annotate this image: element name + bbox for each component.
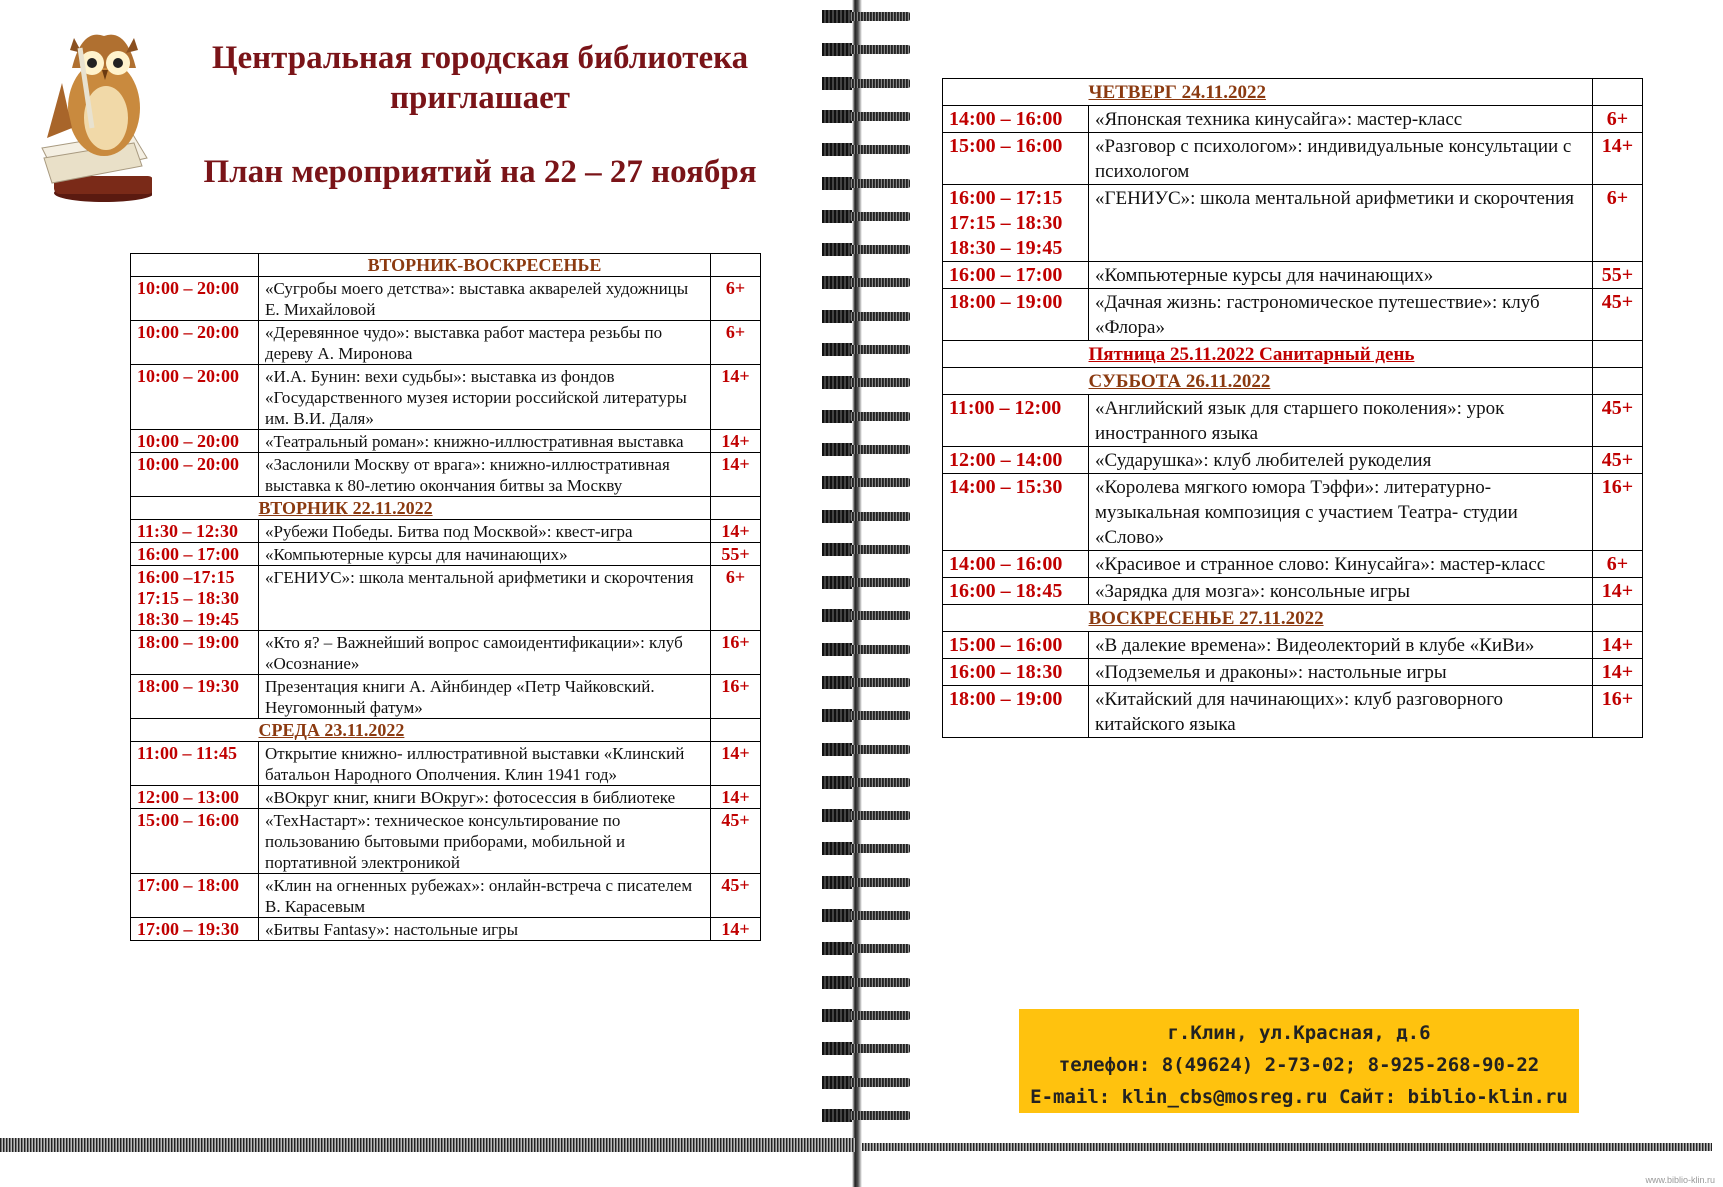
event-description: «Зарядка для мозга»: консольные игры bbox=[1089, 578, 1593, 605]
event-row bbox=[131, 742, 761, 786]
day-header-spacer bbox=[943, 368, 1089, 395]
age-rating: 16+ bbox=[1593, 474, 1643, 551]
binding-ring bbox=[822, 774, 892, 791]
event-time: 15:00 – 16:00 bbox=[943, 133, 1089, 185]
event-time: 10:00 – 20:00 bbox=[131, 430, 259, 453]
binding-ring bbox=[822, 341, 892, 358]
event-description: «Компьютерные курсы для начинающих» bbox=[259, 543, 711, 566]
event-time: 15:00 – 16:00 bbox=[131, 809, 259, 874]
binding-ring bbox=[822, 607, 892, 624]
age-rating: 45+ bbox=[711, 874, 761, 918]
event-row bbox=[943, 395, 1643, 447]
event-description: «Деревянное чудо»: выставка работ мастера резьбы по дереву А. Миронова bbox=[259, 321, 711, 365]
event-description: «Китайский для начинающих»: клуб разговорного китайского языка bbox=[1089, 686, 1593, 738]
plan-title: План мероприятий на 22 – 27 ноября bbox=[203, 154, 757, 190]
age-rating: 14+ bbox=[1593, 578, 1643, 605]
day-header-spacer bbox=[711, 497, 761, 520]
binding-ring bbox=[822, 974, 892, 991]
binding-ring bbox=[822, 141, 892, 158]
binding-ring bbox=[822, 840, 892, 857]
event-time: 11:00 – 11:45 bbox=[131, 742, 259, 786]
binding-ring bbox=[822, 940, 892, 957]
age-rating: 14+ bbox=[711, 742, 761, 786]
event-description: «Королева мягкого юмора Тэффи»: литературно-музыкальная композиция с участием Театра- студии «Слово» bbox=[1089, 474, 1593, 551]
contact-phone: телефон: 8(49624) 2-73-02; 8-925-268-90-22 bbox=[1058, 1054, 1540, 1076]
event-time: 14:00 – 15:30 bbox=[943, 474, 1089, 551]
binding-ring bbox=[822, 175, 892, 192]
day-header-spacer bbox=[943, 79, 1089, 106]
event-description: «Разговор с психологом»: индивидуальные консультации с психологом bbox=[1089, 133, 1593, 185]
age-rating: 55+ bbox=[711, 543, 761, 566]
day-header: СРЕДА 23.11.2022 bbox=[259, 719, 711, 742]
age-rating: 6+ bbox=[1593, 185, 1643, 262]
event-description: «И.А. Бунин: вехи судьбы»: выставка из фондов «Государственного музея истории российской литературы им. В.И. Даля» bbox=[259, 365, 711, 430]
binding-ring bbox=[822, 75, 892, 92]
event-row bbox=[943, 106, 1643, 133]
event-time: 14:00 – 16:00 bbox=[943, 551, 1089, 578]
event-time: 17:00 – 19:30 bbox=[131, 918, 259, 941]
event-time: 18:00 – 19:00 bbox=[943, 686, 1089, 738]
event-row bbox=[131, 365, 761, 430]
event-description: «Клин на огненных рубежах»: онлайн-встреча с писателем В. Карасевым bbox=[259, 874, 711, 918]
day-header: ВТОРНИК 22.11.2022 bbox=[259, 497, 711, 520]
event-row bbox=[131, 631, 761, 675]
event-description: «ТехНастарт»: техническое консультирование по пользованию бытовыми приборами, мобильной и портативной электроникой bbox=[259, 809, 711, 874]
event-row bbox=[131, 566, 761, 631]
age-rating: 14+ bbox=[711, 786, 761, 809]
event-row bbox=[131, 430, 761, 453]
age-rating: 14+ bbox=[711, 430, 761, 453]
day-header: ВОСКРЕСЕНЬЕ 27.11.2022 bbox=[1089, 605, 1593, 632]
age-rating: 45+ bbox=[1593, 447, 1643, 474]
event-row bbox=[943, 474, 1643, 551]
event-row bbox=[131, 453, 761, 497]
binding-ring bbox=[822, 474, 892, 491]
event-row bbox=[131, 321, 761, 365]
day-header-row bbox=[131, 719, 761, 742]
event-time: 12:00 – 13:00 bbox=[131, 786, 259, 809]
day-header-spacer bbox=[131, 719, 259, 742]
event-description: «Сударушка»: клуб любителей рукоделия bbox=[1089, 447, 1593, 474]
binding-ring bbox=[822, 541, 892, 558]
day-header-spacer bbox=[711, 254, 761, 277]
event-row bbox=[943, 262, 1643, 289]
binding-ring bbox=[822, 441, 892, 458]
event-description: «Дачная жизнь: гастрономическое путешествие»: клуб «Флора» bbox=[1089, 289, 1593, 341]
binding-ring bbox=[822, 1107, 892, 1124]
schedule-table-right bbox=[942, 78, 1643, 738]
binding-ring bbox=[822, 274, 892, 291]
age-rating: 45+ bbox=[1593, 395, 1643, 447]
day-header-spacer bbox=[1593, 605, 1643, 632]
event-description: «ГЕНИУС»: школа ментальной арифметики и скорочтения bbox=[1089, 185, 1593, 262]
binding-ring bbox=[822, 707, 892, 724]
event-description: «Кто я? – Важнейший вопрос самоидентификации»: клуб «Осознание» bbox=[259, 631, 711, 675]
event-row bbox=[131, 786, 761, 809]
event-row bbox=[943, 659, 1643, 686]
age-rating: 6+ bbox=[711, 277, 761, 321]
event-row bbox=[131, 874, 761, 918]
age-rating: 6+ bbox=[711, 321, 761, 365]
day-header-row bbox=[943, 605, 1643, 632]
event-time: 17:00 – 18:00 bbox=[131, 874, 259, 918]
event-description: «Подземелья и драконы»: настольные игры bbox=[1089, 659, 1593, 686]
day-header-spacer bbox=[943, 605, 1089, 632]
event-description: «Компьютерные курсы для начинающих» bbox=[1089, 262, 1593, 289]
event-time: 10:00 – 20:00 bbox=[131, 277, 259, 321]
age-rating: 6+ bbox=[1593, 106, 1643, 133]
binding-ring bbox=[822, 807, 892, 824]
event-time: 16:00 – 17:00 bbox=[131, 543, 259, 566]
event-time: 16:00 – 18:45 bbox=[943, 578, 1089, 605]
binding-ring bbox=[822, 8, 892, 25]
event-description: «Рубежи Победы. Битва под Москвой»: квест-игра bbox=[259, 520, 711, 543]
day-header-row bbox=[943, 79, 1643, 106]
event-row bbox=[943, 578, 1643, 605]
contact-address: г.Клин, ул.Красная, д.6 bbox=[1167, 1022, 1431, 1044]
contact-email-site: E-mail: klin_cbs@mosreg.ru Сайт: biblio-klin.ru bbox=[1030, 1086, 1568, 1108]
event-time: 16:00 – 18:30 bbox=[943, 659, 1089, 686]
event-description: «Английский язык для старшего поколения»: урок иностранного языка bbox=[1089, 395, 1593, 447]
day-header-row bbox=[131, 497, 761, 520]
binding-ring bbox=[822, 508, 892, 525]
day-header: СУББОТА 26.11.2022 bbox=[1089, 368, 1593, 395]
schedule-table-left bbox=[130, 253, 761, 941]
event-description: «Красивое и странное слово: Кинусайга»: мастер-класс bbox=[1089, 551, 1593, 578]
page-edge-right bbox=[862, 1143, 1712, 1151]
event-description: «Битвы Fantasy»: настольные игры bbox=[259, 918, 711, 941]
age-rating: 14+ bbox=[711, 918, 761, 941]
day-header-row bbox=[131, 254, 761, 277]
age-rating: 14+ bbox=[1593, 632, 1643, 659]
age-rating: 45+ bbox=[1593, 289, 1643, 341]
event-time: 16:00 – 17:00 bbox=[943, 262, 1089, 289]
age-rating: 6+ bbox=[711, 566, 761, 631]
event-time: 10:00 – 20:00 bbox=[131, 365, 259, 430]
day-header-spacer bbox=[1593, 79, 1643, 106]
day-header-spacer bbox=[1593, 368, 1643, 395]
age-rating: 14+ bbox=[711, 453, 761, 497]
age-rating: 14+ bbox=[711, 520, 761, 543]
day-header-row bbox=[943, 368, 1643, 395]
event-time: 11:30 – 12:30 bbox=[131, 520, 259, 543]
event-time: 10:00 – 20:00 bbox=[131, 321, 259, 365]
event-row bbox=[131, 543, 761, 566]
event-time: 12:00 – 14:00 bbox=[943, 447, 1089, 474]
binding-ring bbox=[822, 41, 892, 58]
event-row bbox=[131, 277, 761, 321]
event-row bbox=[131, 918, 761, 941]
event-row bbox=[131, 520, 761, 543]
event-time: 18:00 – 19:00 bbox=[943, 289, 1089, 341]
binding-ring bbox=[822, 108, 892, 125]
day-header-spacer bbox=[1593, 341, 1643, 368]
owl-illustration bbox=[22, 8, 152, 203]
event-description: «Заслонили Москву от врага»: книжно-иллюстративная выставка к 80-летию окончания битвы за Москву bbox=[259, 453, 711, 497]
day-header-row bbox=[943, 341, 1643, 368]
binding-ring bbox=[822, 308, 892, 325]
age-rating: 16+ bbox=[711, 631, 761, 675]
age-rating: 6+ bbox=[1593, 551, 1643, 578]
title-line-1: Центральная городская библиотека bbox=[211, 40, 749, 76]
event-row bbox=[943, 185, 1643, 262]
event-row bbox=[943, 551, 1643, 578]
binding-ring bbox=[822, 641, 892, 658]
day-header: Пятница 25.11.2022 Санитарный день bbox=[1089, 341, 1593, 368]
event-description: «В далекие времена»: Видеолекторий в клубе «КиВи» bbox=[1089, 632, 1593, 659]
event-description: «Японская техника кинусайга»: мастер-класс bbox=[1089, 106, 1593, 133]
binding-ring bbox=[822, 1074, 892, 1091]
age-rating: 16+ bbox=[1593, 686, 1643, 738]
event-row bbox=[943, 632, 1643, 659]
watermark: www.biblio-klin.ru bbox=[1645, 1175, 1715, 1185]
age-rating: 55+ bbox=[1593, 262, 1643, 289]
event-description: «Сугробы моего детства»: выставка акварелей художницы Е. Михайловой bbox=[259, 277, 711, 321]
day-header: ЧЕТВЕРГ 24.11.2022 bbox=[1089, 79, 1593, 106]
binding-ring bbox=[822, 374, 892, 391]
page-edge-left bbox=[0, 1138, 856, 1152]
event-time: 10:00 – 20:00 bbox=[131, 453, 259, 497]
event-time: 16:00 – 17:15 17:15 – 18:30 18:30 – 19:45 bbox=[943, 185, 1089, 262]
age-rating: 45+ bbox=[711, 809, 761, 874]
day-header: ВТОРНИК-ВОСКРЕСЕНЬЕ bbox=[259, 254, 711, 277]
binding-ring bbox=[822, 874, 892, 891]
binding-ring bbox=[822, 574, 892, 591]
contact-box bbox=[1019, 1009, 1579, 1113]
library-title bbox=[160, 38, 800, 118]
age-rating: 16+ bbox=[711, 675, 761, 719]
event-row bbox=[131, 675, 761, 719]
age-rating: 14+ bbox=[1593, 133, 1643, 185]
binding-ring bbox=[822, 1007, 892, 1024]
binding-ring bbox=[822, 208, 892, 225]
event-description: «Театральный роман»: книжно-иллюстративная выставка bbox=[259, 430, 711, 453]
title-line-2: приглашает bbox=[390, 80, 570, 116]
event-row bbox=[943, 447, 1643, 474]
event-description: Открытие книжно- иллюстративной выставки «Клинский батальон Народного Ополчения. Клин 1941 год» bbox=[259, 742, 711, 786]
binding-ring bbox=[822, 741, 892, 758]
day-header-spacer bbox=[131, 497, 259, 520]
event-time: 14:00 – 16:00 bbox=[943, 106, 1089, 133]
event-time: 18:00 – 19:00 bbox=[131, 631, 259, 675]
event-description: Презентация книги А. Айнбиндер «Петр Чайковский. Неугомонный фатум» bbox=[259, 675, 711, 719]
event-time: 11:00 – 12:00 bbox=[943, 395, 1089, 447]
event-row bbox=[943, 133, 1643, 185]
binding-ring bbox=[822, 241, 892, 258]
binding-ring bbox=[822, 674, 892, 691]
event-description: «ВОкруг книг, книги ВОкруг»: фотосессия в библиотеке bbox=[259, 786, 711, 809]
event-time: 18:00 – 19:30 bbox=[131, 675, 259, 719]
binding-ring bbox=[822, 1040, 892, 1057]
day-header-spacer bbox=[711, 719, 761, 742]
event-time: 16:00 –17:15 17:15 – 18:30 18:30 – 19:45 bbox=[131, 566, 259, 631]
event-row bbox=[943, 289, 1643, 341]
event-row bbox=[943, 686, 1643, 738]
event-time: 15:00 – 16:00 bbox=[943, 632, 1089, 659]
event-description: «ГЕНИУС»: школа ментальной арифметики и скорочтения bbox=[259, 566, 711, 631]
age-rating: 14+ bbox=[1593, 659, 1643, 686]
day-header-spacer bbox=[943, 341, 1089, 368]
day-header-spacer bbox=[131, 254, 259, 277]
age-rating: 14+ bbox=[711, 365, 761, 430]
binding-ring bbox=[822, 408, 892, 425]
event-row bbox=[131, 809, 761, 874]
binding-ring bbox=[822, 907, 892, 924]
